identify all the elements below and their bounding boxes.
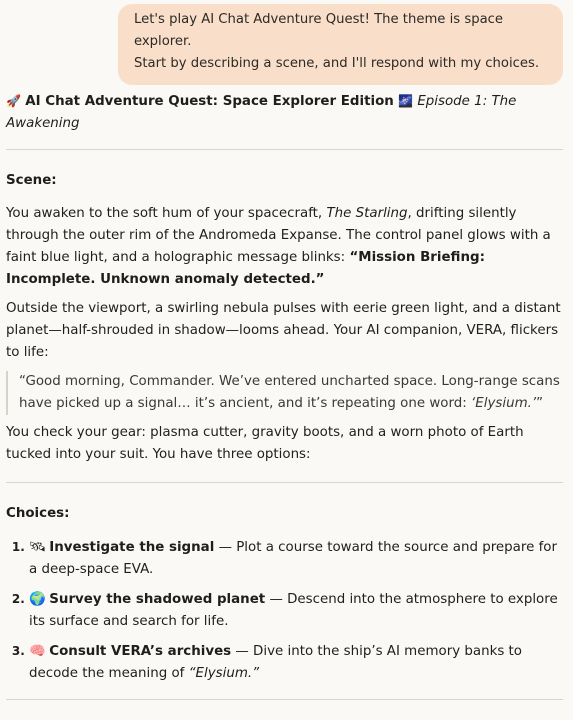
scene-paragraph-2: Outside the viewport, a swirling nebula pulses with eerie green light, and a distant planet—half-shrouded in shadow—looms ahead. Your AI companion, VERA, flickers to life: bbox=[6, 301, 561, 360]
scene-section bbox=[6, 170, 563, 466]
quote-word: ‘Elysium.’ bbox=[471, 396, 537, 411]
divider bbox=[6, 482, 563, 483]
quote-text: “Good morning, Commander. We’ve entered uncharted space. Long-range scans have picked up a signal… it’s ancient, and it’s repeating one word: bbox=[19, 374, 560, 411]
scene-paragraph-3: You check your gear: plasma cutter, gravity boots, and a worn photo of Earth tucked into your suit. You have three options: bbox=[6, 425, 524, 462]
divider bbox=[6, 699, 563, 700]
milky-way-icon: 🌌 bbox=[398, 94, 414, 108]
vera-quote bbox=[6, 371, 563, 415]
scene-heading: Scene: bbox=[6, 173, 57, 188]
rocket-icon: 🚀 bbox=[6, 94, 21, 108]
response-headline bbox=[6, 90, 563, 135]
ship-name: The Starling bbox=[326, 206, 408, 221]
user-message-bubble bbox=[118, 4, 563, 85]
choice-description: — Dive into the ship’s AI memory banks to decode the meaning of bbox=[29, 644, 523, 681]
choice-item-1 bbox=[29, 536, 563, 581]
scene-paragraph-1 bbox=[6, 203, 563, 291]
choice-title: Survey the shadowed planet bbox=[49, 592, 266, 607]
user-message-line-1: Let's play AI Chat Adventure Quest! The theme is space explorer. bbox=[134, 12, 504, 49]
satellite-icon: 🛰 bbox=[29, 540, 46, 555]
scene-text: , drifting silently through the outer rim of the Andromeda Expanse. The control panel glows with a faint blue light, and a holographic message blinks: bbox=[6, 206, 551, 265]
choice-emphasis: “Elysium.” bbox=[188, 666, 260, 681]
choices-list bbox=[6, 536, 563, 685]
assistant-response bbox=[6, 90, 563, 720]
choice-title: Investigate the signal bbox=[49, 540, 215, 555]
choice-item-3 bbox=[29, 640, 563, 685]
globe-icon: 🌍 bbox=[29, 592, 46, 607]
user-message-line-2: Start by describing a scene, and I'll respond with my choices. bbox=[134, 56, 540, 71]
divider bbox=[6, 149, 563, 150]
quote-close: ” bbox=[536, 396, 544, 411]
headline-title: AI Chat Adventure Quest: Space Explorer Edition bbox=[25, 94, 394, 109]
choice-title: Consult VERA’s archives bbox=[49, 644, 232, 659]
choices-heading: Choices: bbox=[6, 506, 70, 521]
choice-description: — Descend into the atmosphere to explore its surface and search for life. bbox=[29, 592, 558, 629]
choice-description: — Plot a course toward the source and prepare for a deep-space EVA. bbox=[29, 540, 557, 577]
choice-item-2 bbox=[29, 588, 563, 633]
headline-episode: Episode 1: The Awakening bbox=[6, 94, 517, 131]
scene-text: You awaken to the soft hum of your spacecraft, bbox=[6, 206, 327, 221]
alert-text: “Mission Briefing: Incomplete. Unknown anomaly detected.” bbox=[6, 250, 485, 287]
brain-icon: 🧠 bbox=[29, 644, 46, 659]
